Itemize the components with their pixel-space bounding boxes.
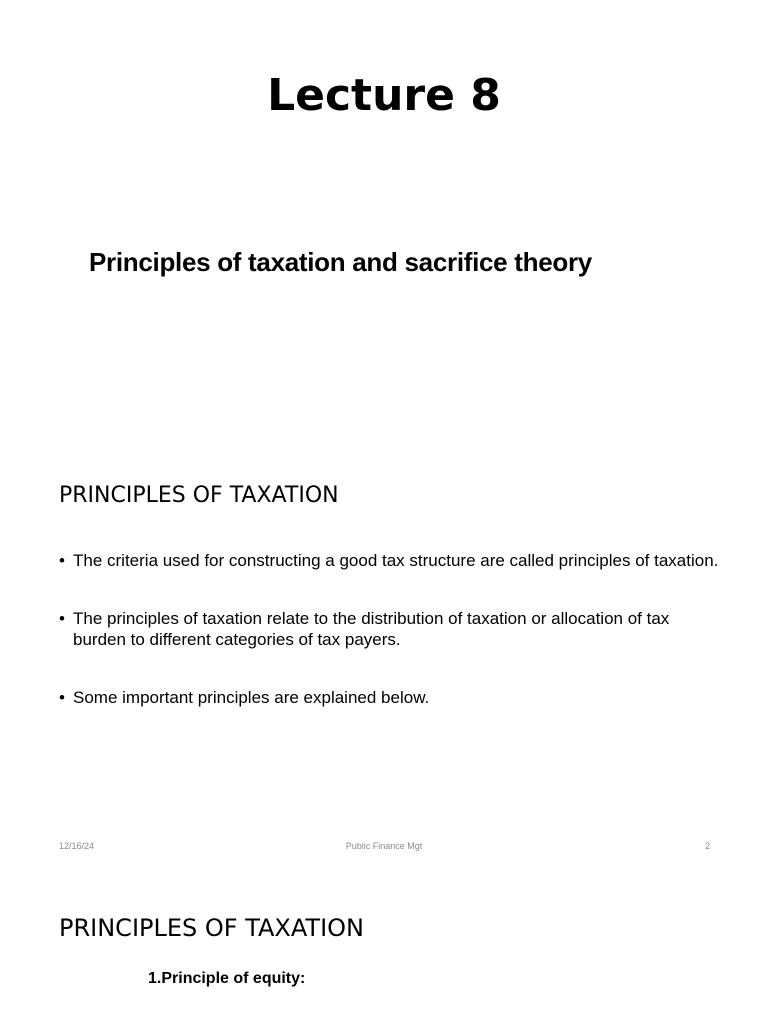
bullet-list — [59, 550, 719, 745]
bullet-text: The criteria used for constructing a good tax structure are called principles of taxation. — [73, 551, 719, 570]
bullet-item — [59, 608, 719, 650]
principle-subheading: 1.Principle of equity: — [148, 970, 306, 987]
bullet-item — [59, 687, 719, 708]
lecture-subtitle: Principles of taxation and sacrifice theory — [89, 247, 592, 277]
lecture-title: Lecture 8 — [267, 70, 501, 121]
section-heading: PRINCIPLES OF TAXATION — [59, 483, 339, 508]
slide-title — [0, 0, 768, 432]
footer-date: 12/16/24 — [59, 841, 95, 851]
bullet-icon: • — [59, 609, 65, 628]
footer-course-name: Public Finance Mgt — [345, 841, 423, 851]
bullet-icon: • — [59, 688, 65, 707]
slide-principles-intro — [0, 432, 768, 864]
bullet-text: The principles of taxation relate to the distribution of taxation or allocation of tax burden to different categories of tax payers. — [73, 609, 670, 649]
section-heading: PRINCIPLES OF TAXATION — [59, 914, 365, 942]
bullet-text: Some important principles are explained below. — [73, 688, 430, 707]
bullet-item — [59, 550, 719, 571]
footer-page-number: 2 — [704, 841, 710, 851]
slide-principle-equity — [0, 864, 768, 1024]
bullet-icon: • — [59, 551, 65, 570]
